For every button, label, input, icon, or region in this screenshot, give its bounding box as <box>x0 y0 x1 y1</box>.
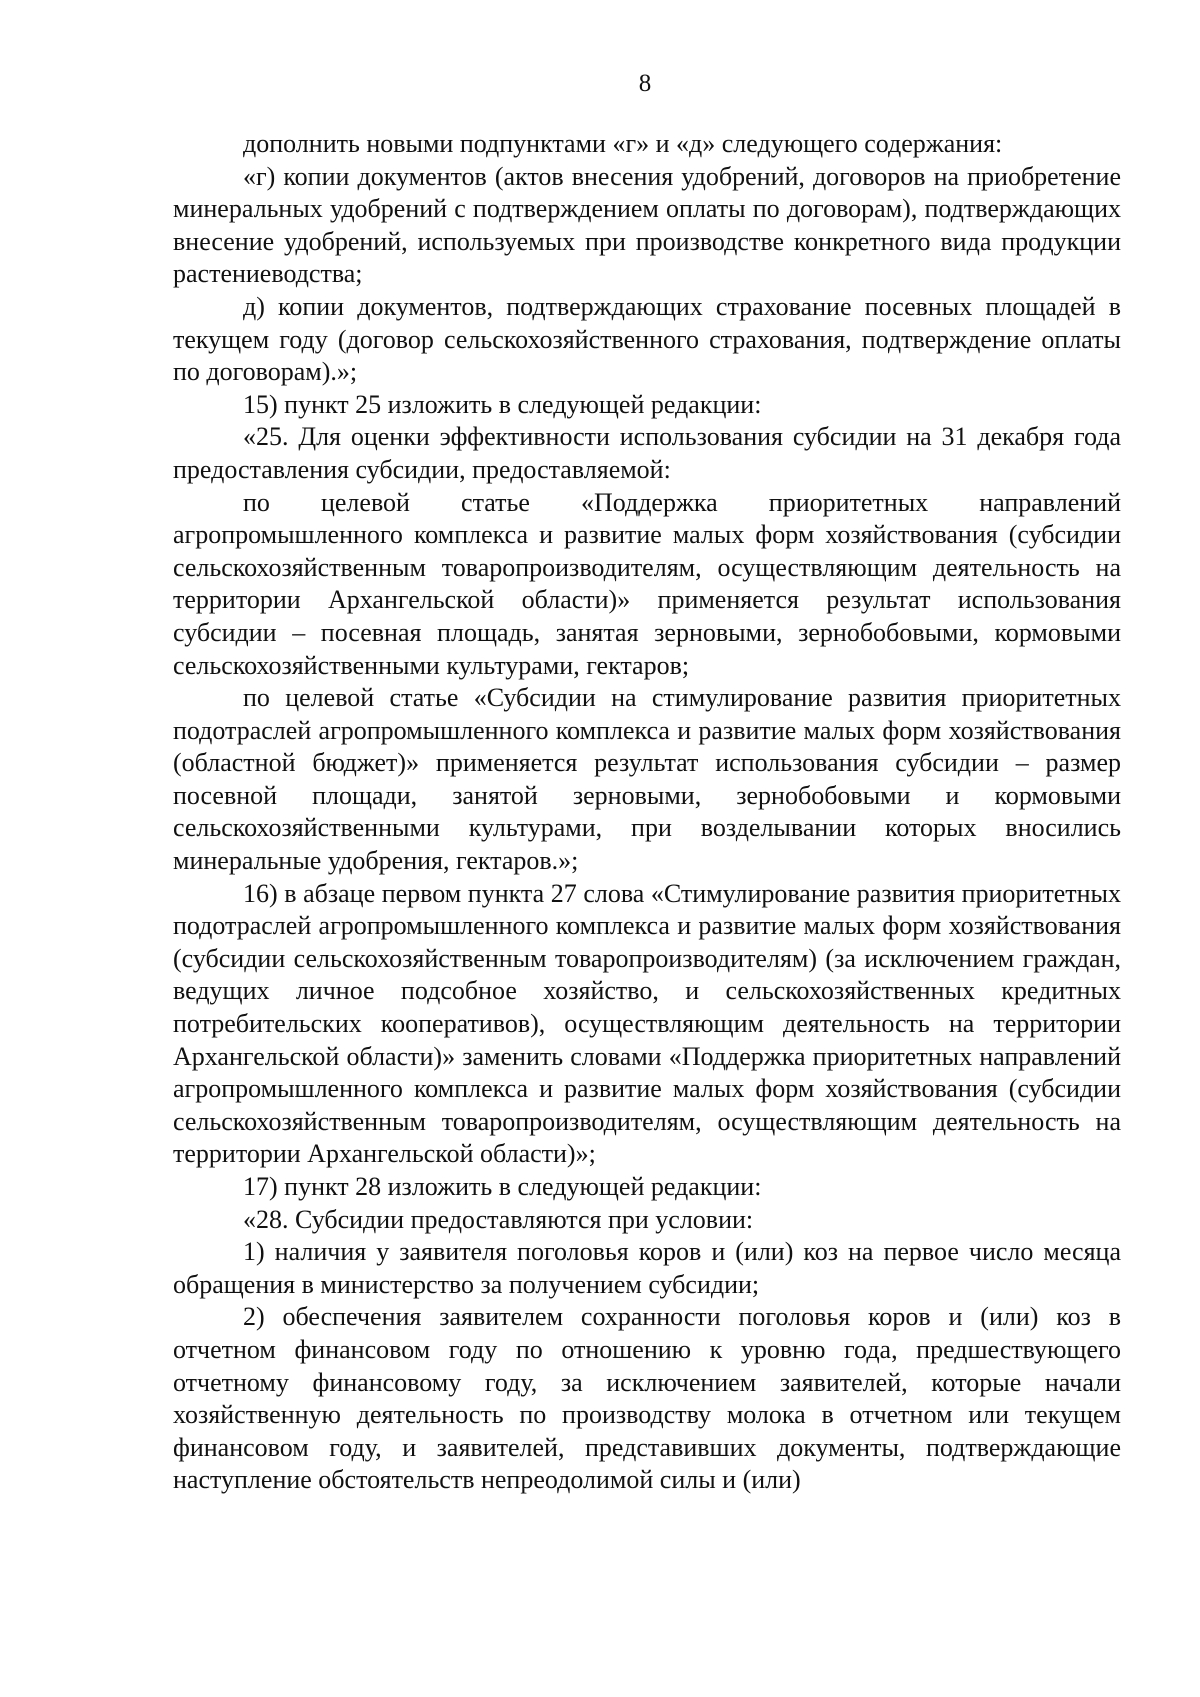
paragraph: «28. Субсидии предоставляются при условии: <box>243 1204 754 1234</box>
paragraph: дополнить новыми подпунктами «г» и «д» следующего содержания: <box>243 129 1003 158</box>
paragraph: 1) наличия у заявителя поголовья коров и (или) коз на первое число месяца обращения в министерство за получением субсидии; <box>173 1237 1121 1299</box>
paragraph: 2) обеспечения заявителем сохранности поголовья коров и (или) коз в отчетном финансовом году по отношению к уровню года, предшествующего отчетному финансовому году, за исключением заявителей, которые начали хозяйственную деятельность по производству молока в отчетном или текущем финансовом году, и заявителей, представивших документы, подтверждающие наступление обстоятельств непреодолимой силы и (или) <box>173 1302 1121 1495</box>
paragraph: 16) в абзаце первом пункта 27 слова «Стимулирование развития приоритетных подотраслей агропромышленного комплекса и развитие малых форм хозяйствования (субсидии сельскохозяйственным товаропроизводителям) (за исключением граждан, ведущих личное подсобное хозяйство, и сельскохозяйственных кредитных потребительских кооперативов), осуществляющим деятельность на территории Архангельской области)» заменить словами «Поддержка приоритетных направлений агропромышленного комплекса и развитие малых форм хозяйствования (субсидии сельскохозяйственным товаропроизводителям, осуществляющим деятельность на территории Архангельской области)»; <box>173 878 1121 1169</box>
paragraph: «25. Для оценки эффективности использования субсидии на 31 декабря года предоставления субсидии, предоставляемой: <box>173 422 1121 484</box>
paragraph: 17) пункт 28 изложить в следующей редакции: <box>243 1172 762 1201</box>
page-number: 8 <box>638 70 652 97</box>
paragraph: 15) пункт 25 изложить в следующей редакции: <box>243 389 762 419</box>
paragraph: по целевой статье «Поддержка приоритетных направлений агропромышленного комплекса и развитие малых форм хозяйствования (субсидии сельскохозяйственным товаропроизводителям, осуществляющим деятельность на территории Архангельской области)» применяется результат использования субсидии – посевная площадь, занятая зерновыми, зернобобовыми, кормовыми сельскохозяйственными культурами, гектаров; <box>173 487 1121 680</box>
paragraph: д) копии документов, подтверждающих страхование посевных площадей в текущем году (договор сельскохозяйственного страхования, подтверждение оплаты по договорам).»; <box>173 291 1121 387</box>
paragraph: по целевой статье «Субсидии на стимулирование развития приоритетных подотраслей агропромышленного комплекса и развитие малых форм хозяйствования (областной бюджет)» применяется результат использования субсидии – размер посевной площади, занятой зерновыми, зернобобовыми и кормовыми сельскохозяйственными культурами, при возделывании которых вносились минеральные удобрения, гектаров.»; <box>173 683 1121 876</box>
paragraph: «г) копии документов (актов внесения удобрений, договоров на приобретение минеральных удобрений с подтверждением оплаты по договорам), подтверждающих внесение удобрений, используемых при производстве конкретного вида продукции растениеводства; <box>173 161 1121 289</box>
document-body <box>173 128 1121 1497</box>
